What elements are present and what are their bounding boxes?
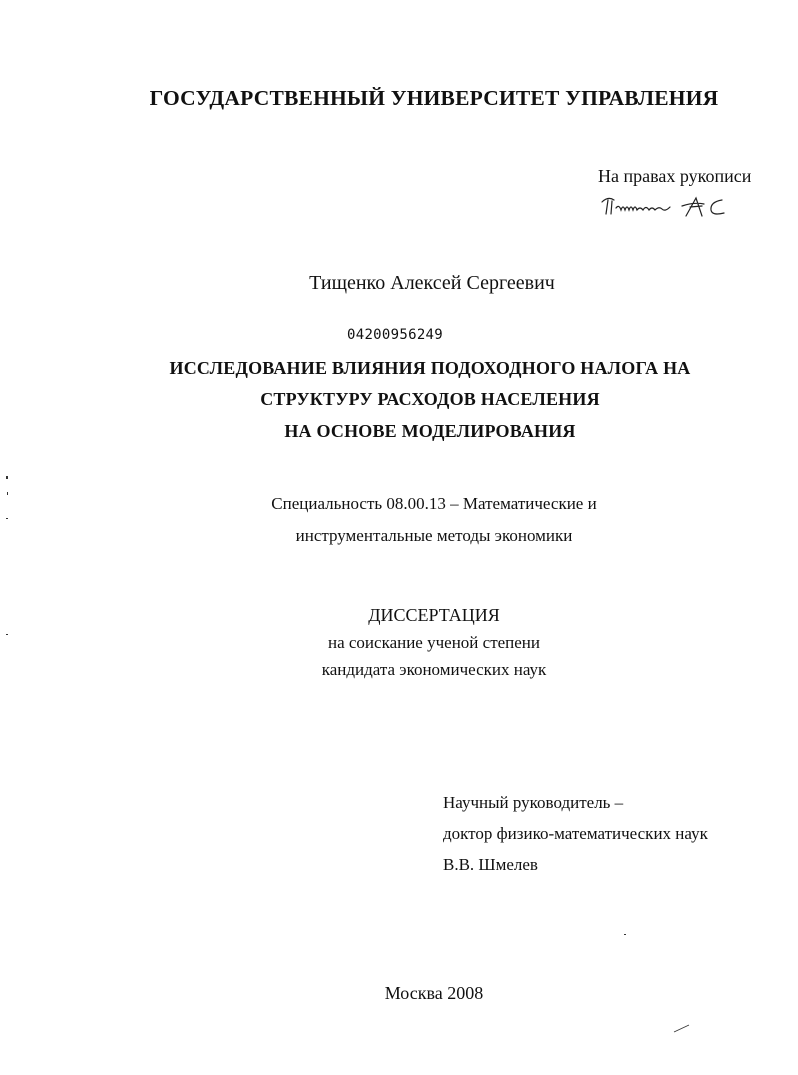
dissertation-degree-line-1: на соискание ученой степени	[327, 633, 541, 652]
supervisor-degree: доктор физико-математических наук	[443, 824, 708, 843]
supervisor-role: Научный руководитель –	[443, 793, 624, 812]
title-line-3: НА ОСНОВЕ МОДЕЛИРОВАНИЯ	[284, 421, 576, 441]
scan-speck	[624, 934, 626, 935]
title-line-2: СТРУКТУРУ РАСХОДОВ НАСЕЛЕНИЯ	[260, 389, 600, 409]
university-name: ГОСУДАРСТВЕННЫЙ УНИВЕРСИТЕТ УПРАВЛЕНИЯ	[149, 86, 719, 110]
supervisor-name: В.В. Шмелев	[443, 855, 538, 874]
signature-drawing	[598, 192, 738, 222]
dissertation-degree-line-2: кандидата экономических наук	[321, 660, 547, 679]
specialty-line-1: Специальность 08.00.13 – Математические и	[271, 494, 597, 513]
author-signature	[598, 192, 738, 222]
scan-mark	[672, 1022, 692, 1034]
scan-speck	[6, 634, 8, 635]
scan-speck	[6, 476, 8, 479]
author-name: Тищенко Алексей Сергеевич	[309, 272, 555, 294]
dissertation-label: ДИССЕРТАЦИЯ	[368, 605, 500, 625]
registration-number: 04200956249	[347, 327, 444, 343]
rights-note: На правах рукописи	[598, 166, 752, 186]
scan-speck	[6, 518, 8, 519]
city-year: Москва 2008	[384, 983, 484, 1003]
title-line-1: ИССЛЕДОВАНИЕ ВЛИЯНИЯ ПОДОХОДНОГО НАЛОГА НА	[169, 358, 691, 378]
scan-speck	[7, 492, 8, 495]
specialty-line-2: инструментальные методы экономики	[295, 526, 573, 545]
